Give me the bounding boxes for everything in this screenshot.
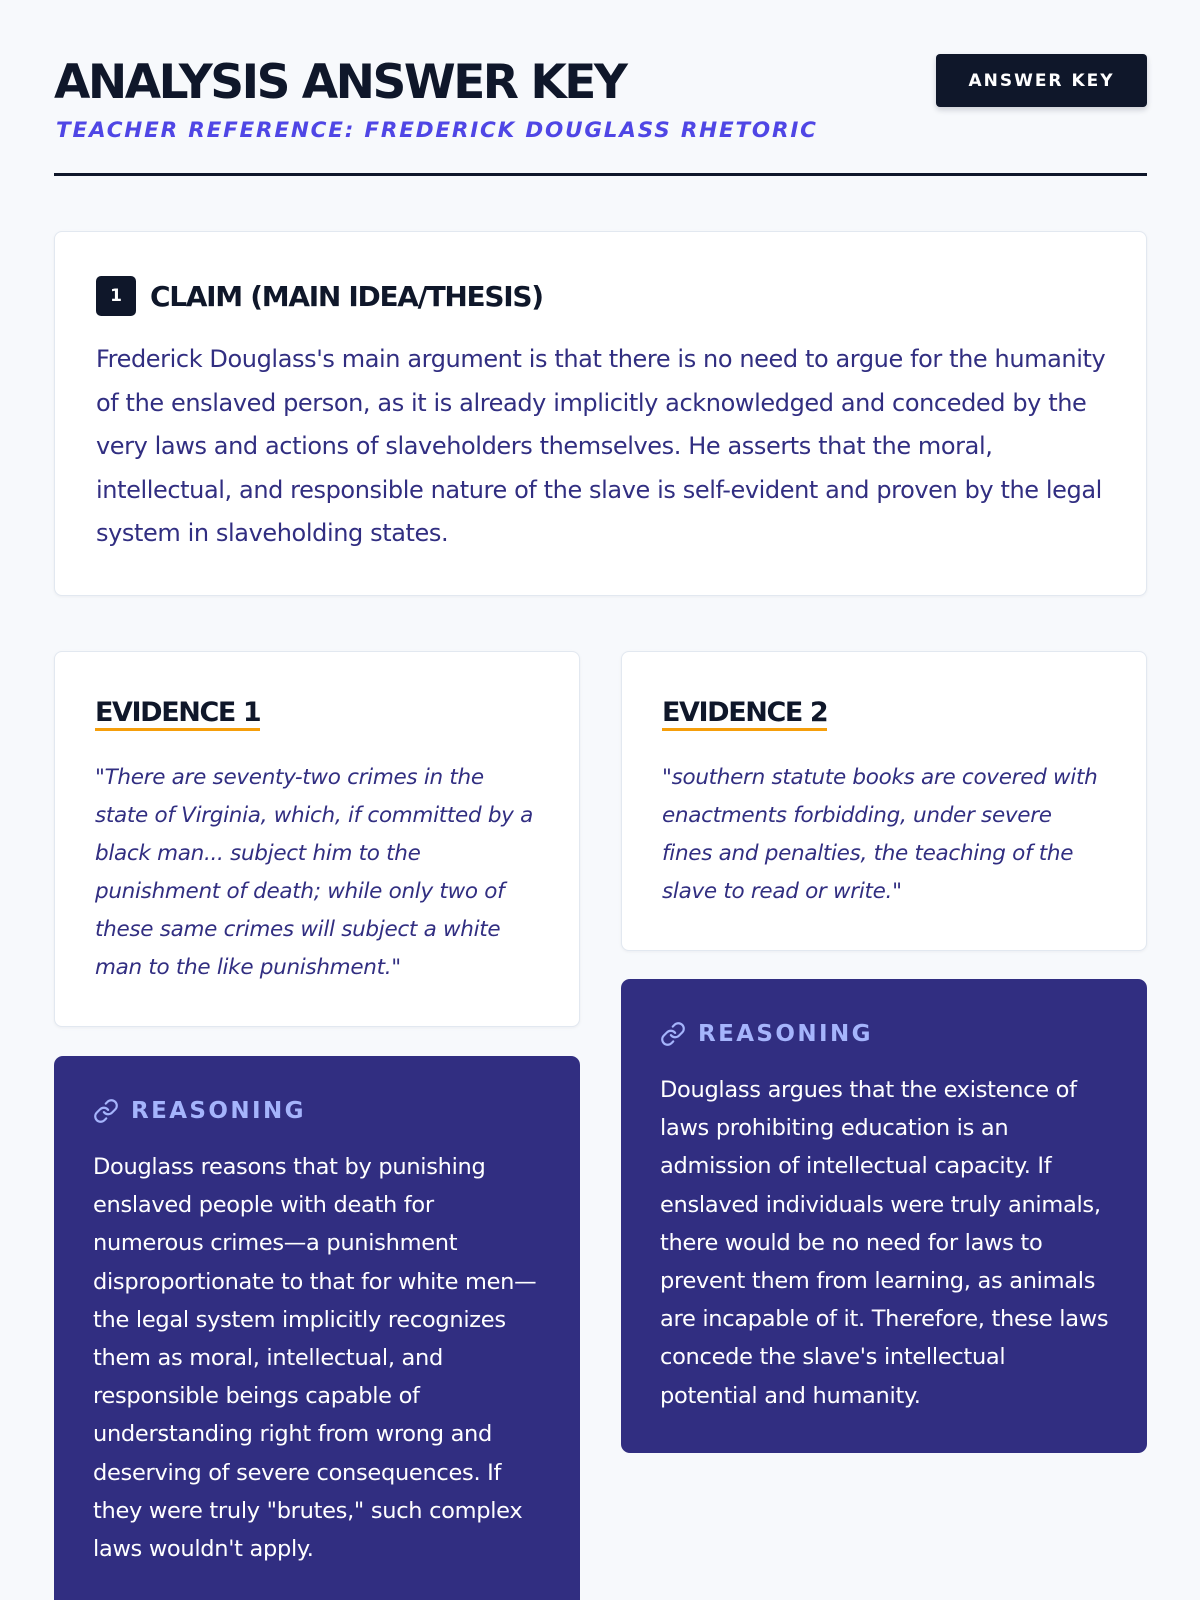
claim-card bbox=[54, 231, 1147, 596]
link-icon bbox=[660, 1021, 686, 1047]
evidence-title: EVIDENCE 2 bbox=[662, 698, 827, 731]
reasoning-text: Douglass argues that the existence of laws prohibiting education is an admission of intellectual capacity. If enslaved individuals were truly animals, there would be no need for laws to prevent them from learning, as animals are incapable of it. Therefore, these laws concede the slave's intellectual potential and humanity. bbox=[660, 1077, 1109, 1409]
reasoning-heading bbox=[660, 1017, 1109, 1051]
reasoning-card-2 bbox=[621, 979, 1147, 1453]
claim-number-badge: 1 bbox=[96, 276, 136, 316]
reasoning-label: REASONING bbox=[131, 1098, 306, 1124]
evidence-quote: "southern statute books are covered with enactments forbidding, under severe fines and penalties, the teaching of the slave to read or write." bbox=[662, 765, 1098, 904]
evidence-title: EVIDENCE 1 bbox=[95, 698, 260, 731]
reasoning-heading bbox=[93, 1094, 542, 1128]
header-divider bbox=[54, 173, 1147, 176]
reasoning-text: Douglass reasons that by punishing enslaved people with death for numerous crimes—a punishment disproportionate to that for white men—the legal system implicitly recognizes them as moral, intellectual, and responsible beings capable of understanding right from wrong and deserving of severe consequences. If they were truly "brutes," such complex laws wouldn't apply. bbox=[93, 1154, 537, 1563]
page-title: ANALYSIS ANSWER KEY bbox=[54, 55, 626, 110]
link-icon bbox=[93, 1098, 119, 1124]
claim-title: CLAIM (MAIN IDEA/THESIS) bbox=[150, 279, 543, 313]
page-header bbox=[54, 0, 1147, 178]
evidence-quote: "There are seventy-two crimes in the state of Virginia, which, if committed by a black man... subject him to the punishment of death; while only two of these same crimes will subject a white man to the like punishment." bbox=[95, 765, 534, 980]
reasoning-label: REASONING bbox=[698, 1021, 873, 1047]
page-subtitle: TEACHER REFERENCE: FREDERICK DOUGLASS RHETORIC bbox=[56, 118, 818, 143]
evidence-card-1 bbox=[54, 651, 580, 1027]
answer-key-badge: ANSWER KEY bbox=[936, 54, 1147, 107]
answer-key-page bbox=[54, 0, 1147, 1563]
claim-text: Frederick Douglass's main argument is that there is no need to argue for the humanity of the enslaved person, as it is already implicitly acknowledged and conceded by the very laws and actions of slaveholders themselves. He asserts that the moral, intellectual, and responsible nature of the slave is self-evident and proven by the legal system in slaveholding states. bbox=[96, 345, 1106, 547]
evidence-card-2 bbox=[621, 651, 1147, 951]
reasoning-card-1 bbox=[54, 1056, 580, 1600]
claim-heading bbox=[96, 276, 1106, 316]
